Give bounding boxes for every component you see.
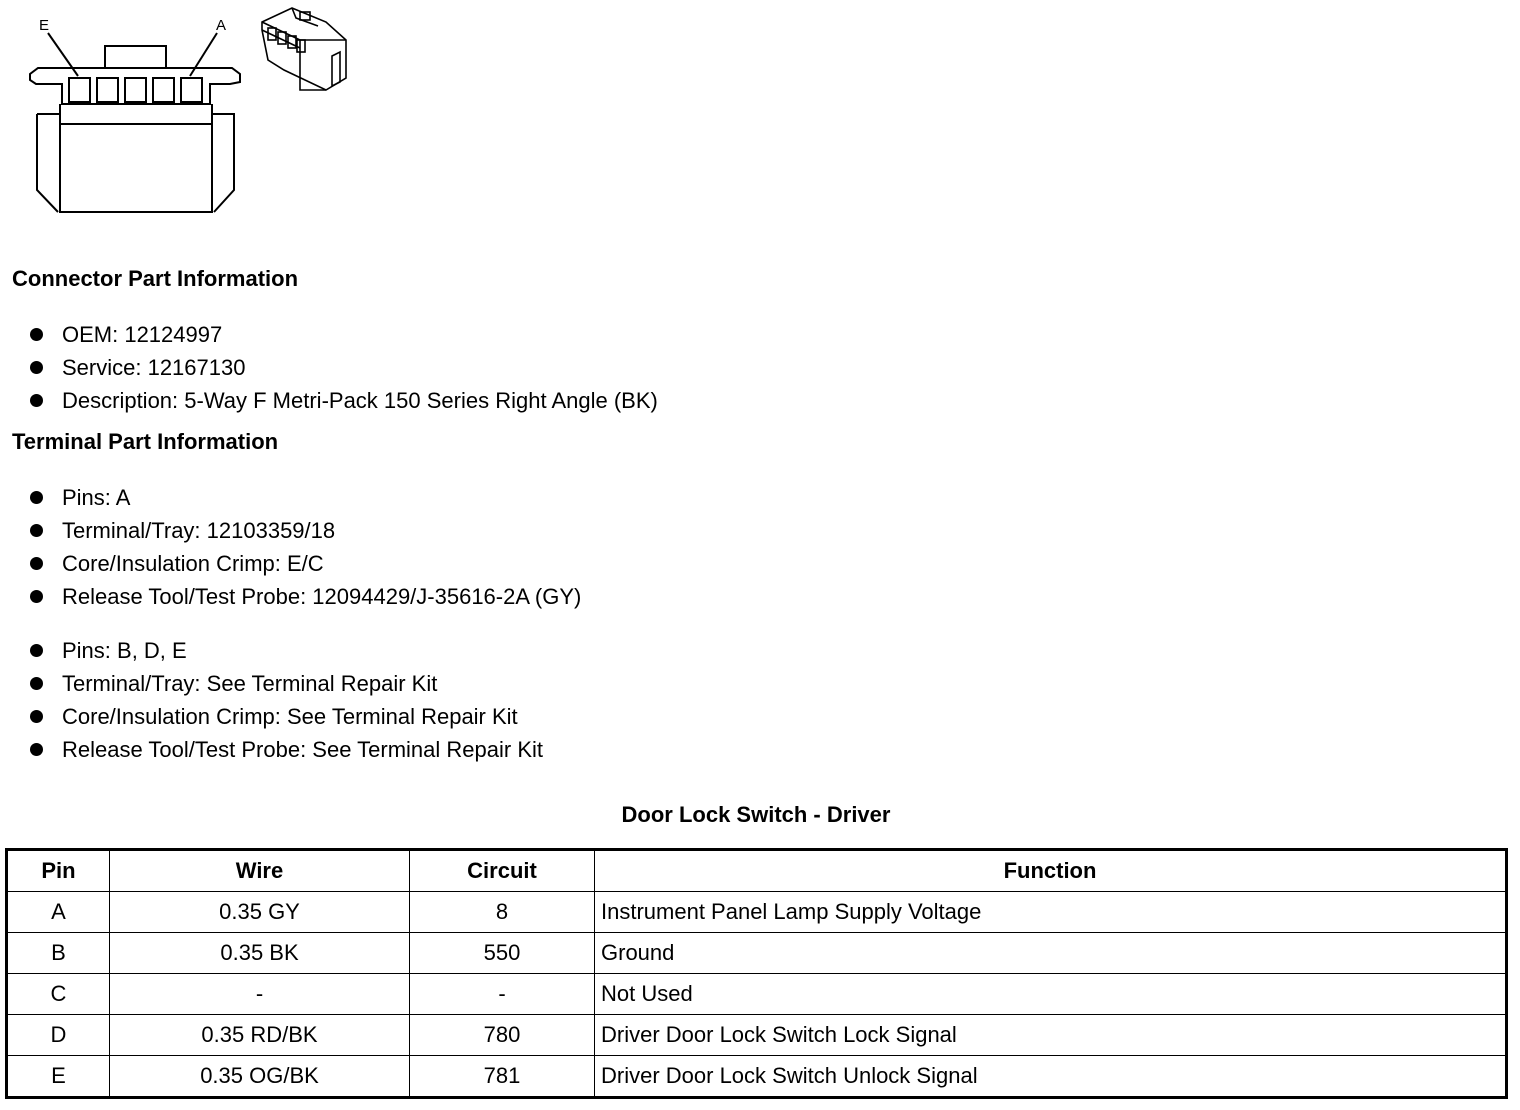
connector-diagram: [0, 0, 360, 225]
list-item: Release Tool/Test Probe: See Terminal Repair Kit: [0, 733, 543, 766]
list-item: OEM: 12124997: [0, 318, 658, 351]
cell-wire: 0.35 BK: [110, 933, 410, 974]
cell-pin: B: [7, 933, 110, 974]
cell-wire: 0.35 OG/BK: [110, 1056, 410, 1098]
bullet-icon: [30, 361, 43, 374]
table-row: [7, 1015, 1507, 1056]
cell-pin: A: [7, 892, 110, 933]
cell-function: Ground: [595, 933, 1507, 974]
bullet-icon: [30, 491, 43, 504]
table-row: [7, 1056, 1507, 1098]
cell-function: Driver Door Lock Switch Lock Signal: [595, 1015, 1507, 1056]
pin-table: [5, 848, 1508, 1099]
cavity-d: [97, 78, 118, 102]
bullet-icon: [30, 590, 43, 603]
bullet-icon: [30, 394, 43, 407]
cell-circuit: -: [410, 974, 595, 1015]
list-item: Core/Insulation Crimp: See Terminal Repair Kit: [0, 700, 543, 733]
bullet-icon: [30, 677, 43, 690]
label-e: E: [39, 17, 50, 34]
list-item: Service: 12167130: [0, 351, 658, 384]
list-item: Pins: A: [0, 481, 581, 514]
cell-circuit: 780: [410, 1015, 595, 1056]
cell-circuit: 8: [410, 892, 595, 933]
cell-pin: E: [7, 1056, 110, 1098]
connector-face-view: [30, 17, 240, 212]
table-row: [7, 933, 1507, 974]
list-item: Pins: B, D, E: [0, 634, 543, 667]
list-item: Description: 5-Way F Metri-Pack 150 Series Right Angle (BK): [0, 384, 658, 417]
cavity-b: [153, 78, 174, 102]
cavity-e: [69, 78, 90, 102]
bullet-icon: [30, 557, 43, 570]
cell-circuit: 781: [410, 1056, 595, 1098]
table-row: [7, 974, 1507, 1015]
list-item: Terminal/Tray: 12103359/18: [0, 514, 581, 547]
bullet-icon: [30, 710, 43, 723]
cell-function: Instrument Panel Lamp Supply Voltage: [595, 892, 1507, 933]
column-header-wire: Wire: [110, 850, 410, 892]
cell-wire: 0.35 RD/BK: [110, 1015, 410, 1056]
list-item: Core/Insulation Crimp: E/C: [0, 547, 581, 580]
cell-wire: -: [110, 974, 410, 1015]
list-item: Terminal/Tray: See Terminal Repair Kit: [0, 667, 543, 700]
column-header-circuit: Circuit: [410, 850, 595, 892]
bullet-icon: [30, 644, 43, 657]
cell-pin: C: [7, 974, 110, 1015]
terminal-part-info-list-1: [0, 481, 581, 613]
cavity-c: [125, 78, 146, 102]
column-header-function: Function: [595, 850, 1507, 892]
table-caption: Door Lock Switch - Driver: [621, 802, 891, 827]
cell-wire: 0.35 GY: [110, 892, 410, 933]
cell-function: Not Used: [595, 974, 1507, 1015]
label-a: A: [216, 17, 227, 34]
cell-circuit: 550: [410, 933, 595, 974]
cavity-a: [181, 78, 202, 102]
cell-pin: D: [7, 1015, 110, 1056]
terminal-part-info-title: Terminal Part Information: [12, 429, 279, 454]
column-header-pin: Pin: [7, 850, 110, 892]
bullet-icon: [30, 328, 43, 341]
table-row: [7, 892, 1507, 933]
bullet-icon: [30, 524, 43, 537]
connector-part-info-title: Connector Part Information: [12, 266, 299, 291]
bullet-icon: [30, 743, 43, 756]
connector-part-info-list: [0, 318, 658, 417]
terminal-part-info-list-2: [0, 634, 543, 766]
table-header-row: [7, 850, 1507, 892]
cell-function: Driver Door Lock Switch Unlock Signal: [595, 1056, 1507, 1098]
list-item: Release Tool/Test Probe: 12094429/J-35616-2A (GY): [0, 580, 581, 613]
connector-isometric-view: [262, 8, 346, 90]
